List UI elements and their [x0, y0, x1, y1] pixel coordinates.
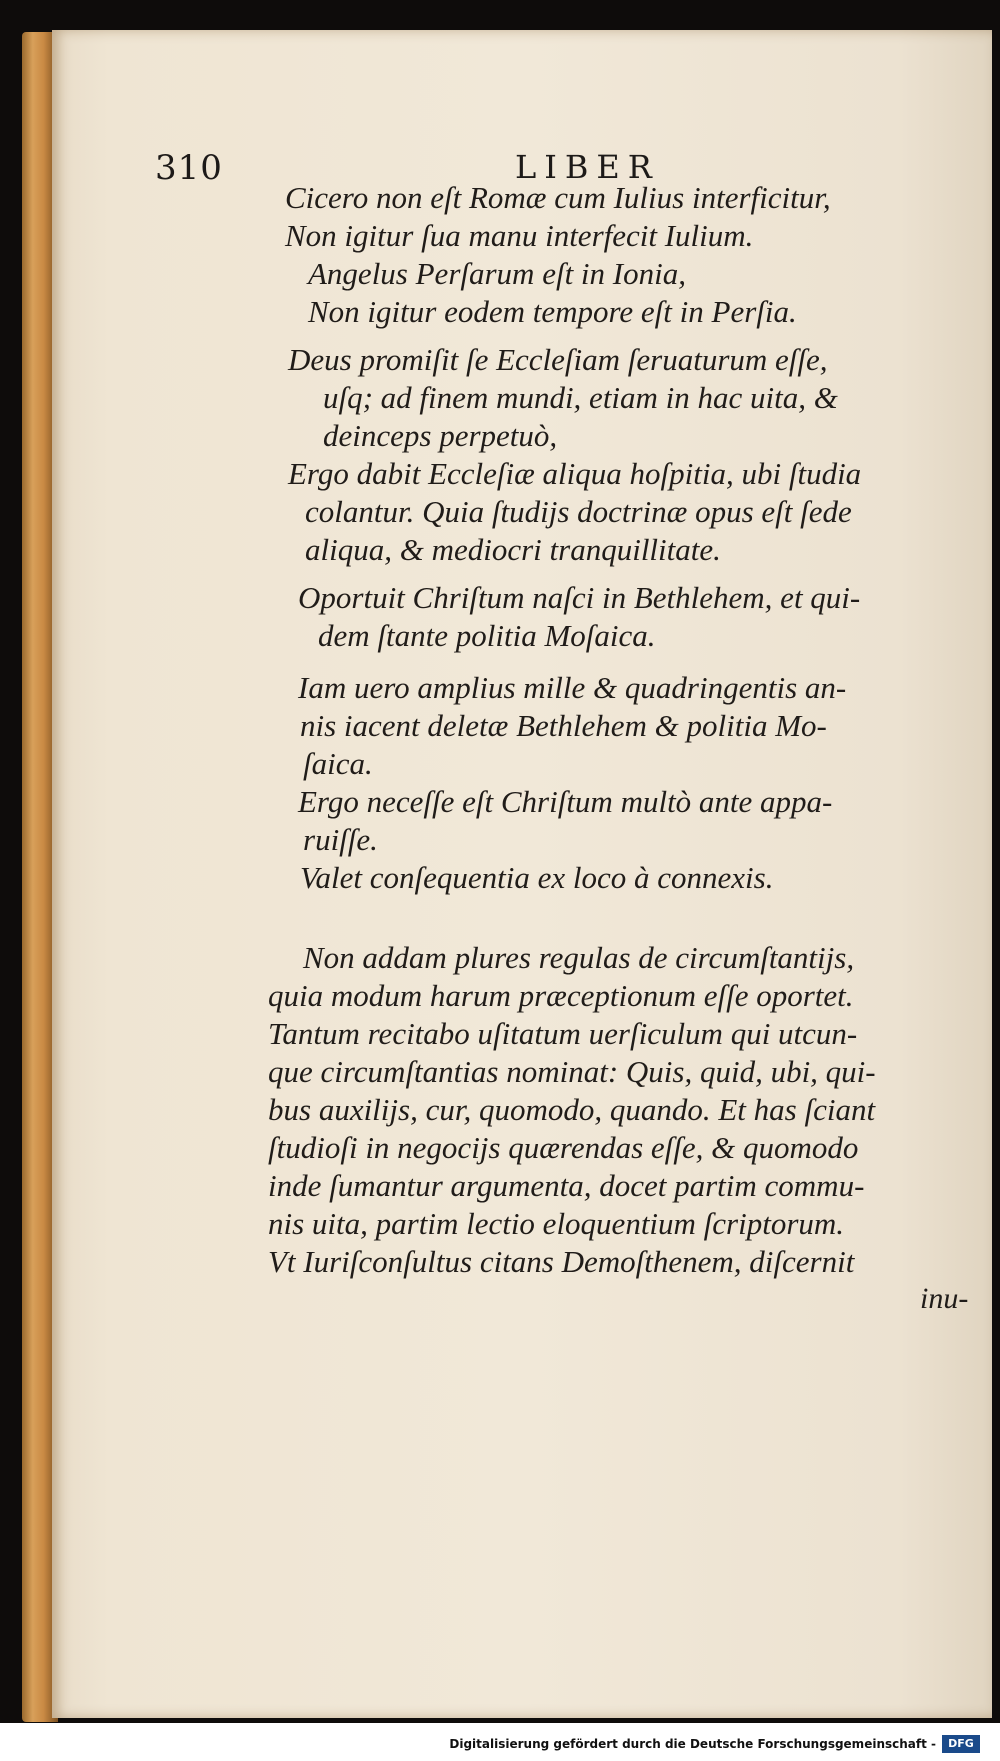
- footer-credit: Digitalisierung gefördert durch die Deutsche Forschungsgemeinschaft -: [449, 1737, 936, 1751]
- text-line: que circumſtantias nominat: Quis, quid, ubi, qui-: [268, 1054, 876, 1089]
- text-line: quia modum harum præceptionum eſſe oportet.: [268, 978, 854, 1013]
- text-line: nis uita, partim lectio eloquentium ſcriptorum.: [268, 1206, 845, 1241]
- text-line: Angelus Perſarum eſt in Ionia,: [308, 256, 686, 291]
- text-line: nis iacent deletæ Bethlehem & politia Mo-: [300, 708, 827, 743]
- text-line: Vt Iuriſconſultus citans Demoſthenem, diſcernit: [268, 1244, 855, 1279]
- catchword: inu-: [920, 1282, 969, 1315]
- text-line: inde ſumantur argumenta, docet partim commu-: [268, 1168, 865, 1203]
- dfg-logo: DFG: [942, 1735, 980, 1753]
- page-number: 310: [155, 148, 223, 188]
- text-line: Ergo dabit Eccleſiæ aliqua hoſpitia, ubi ſtudia: [288, 456, 862, 491]
- text-line: Non addam plures regulas de circumſtantijs,: [303, 940, 855, 975]
- text-line: Ergo neceſſe eſt Chriſtum multò ante appa-: [298, 784, 833, 819]
- text-line: Tantum recitabo uſitatum uerſiculum qui utcun-: [268, 1016, 858, 1051]
- digitization-footer: [0, 1723, 1000, 1761]
- text-line: colantur. Quia ſtudijs doctrinæ opus eſt ſede: [305, 494, 852, 529]
- text-line: Iam uero amplius mille & quadringentis an-: [298, 670, 847, 705]
- text-line: Non igitur eodem tempore eſt in Perſia.: [308, 294, 797, 329]
- text-line: ſaica.: [303, 746, 373, 781]
- text-line: bus auxilijs, cur, quomodo, quando. Et has ſciant: [268, 1092, 876, 1127]
- text-line: Non igitur ſua manu interfecit Iulium.: [285, 218, 754, 253]
- text-line: dem ſtante politia Moſaica.: [318, 618, 656, 653]
- running-head: LIBER: [515, 148, 660, 186]
- text-line: uſq; ad finem mundi, etiam in hac uita, &: [323, 380, 838, 415]
- text-line: deinceps perpetuò,: [323, 418, 558, 453]
- text-line: Cicero non eſt Romæ cum Iulius interficitur,: [285, 180, 831, 215]
- text-line: Oportuit Chriſtum naſci in Bethlehem, et qui-: [298, 580, 861, 615]
- text-line: ruiſſe.: [303, 822, 378, 857]
- text-line: aliqua, & mediocri tranquillitate.: [305, 532, 721, 567]
- text-line: Valet conſequentia ex loco à connexis.: [300, 860, 774, 895]
- text-line: Deus promiſit ſe Eccleſiam ſeruaturum eſſe,: [288, 342, 828, 377]
- text-line: ſtudioſi in negocijs quærendas eſſe, & quomodo: [268, 1130, 859, 1165]
